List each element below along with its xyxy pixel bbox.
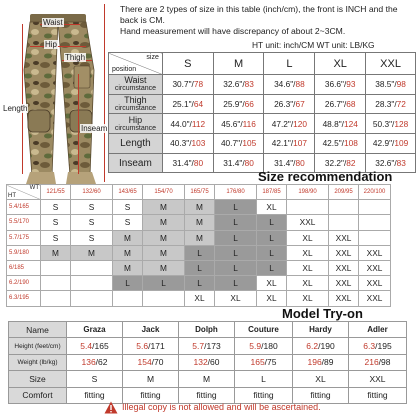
rec-cell: XXL [359, 291, 391, 306]
size-chart-row-thigh [109, 94, 416, 114]
size-cell: 31.4"/80 [162, 153, 213, 173]
size-cell: 31.4"/80 [264, 153, 315, 173]
size-cell: 42.9"/109 [366, 134, 416, 154]
height-feet: 5.9 [249, 341, 262, 352]
weight-header: 154/70 [143, 185, 185, 200]
rec-cell: M [113, 245, 143, 260]
try-on-name-row [9, 322, 407, 338]
copyright-text: Illegal copy is not allowed and will be ascertained. [122, 402, 321, 412]
rec-cell: L [215, 215, 257, 230]
row-header-inseam: Inseam [109, 153, 163, 173]
warning-icon [104, 401, 118, 414]
model-height: 5.7/173 [179, 338, 235, 354]
value-inch: 38.5 [375, 79, 392, 90]
size-recommendation-title: Size recommendation [258, 169, 393, 184]
height-header: 5.4/165 [7, 200, 41, 215]
row-sub: circumstance [114, 124, 157, 132]
corner-position-label: position [112, 66, 137, 73]
copyright-notice [104, 400, 321, 414]
weight-header: 143/65 [113, 185, 143, 200]
value-cm: 80 [244, 158, 254, 169]
rec-cell [71, 291, 113, 306]
rec-cell: M [143, 245, 185, 260]
try-on-weight-label: Weight (lb/kg) [9, 354, 67, 370]
model-name: Jack [123, 322, 179, 338]
rec-cell: XL [215, 291, 257, 306]
rec-cell: L [257, 260, 287, 275]
value-cm: 107 [293, 138, 308, 149]
rec-cell: L [215, 276, 257, 291]
try-on-name-label: Name [9, 322, 67, 338]
rec-cell: XL [287, 260, 329, 275]
rec-cell: XL [257, 200, 287, 215]
rec-cell: L [215, 200, 257, 215]
rec-cell: XXL [359, 245, 391, 260]
model-name: Adler [349, 322, 407, 338]
rec-cell: XXL [359, 276, 391, 291]
value-inch: 31.4 [223, 158, 240, 169]
rec-cell: XL [287, 230, 329, 245]
rec-cell: M [113, 230, 143, 245]
rec-cell [359, 215, 391, 230]
height-header: 5.9/180 [7, 245, 41, 260]
weight-header: 165/75 [185, 185, 215, 200]
try-on-height-row [9, 338, 407, 354]
rec-cell [71, 276, 113, 291]
size-col-header: L [264, 53, 315, 75]
model-weight: 132/60 [179, 354, 235, 370]
row-name: Thigh [124, 95, 147, 106]
rec-row [7, 291, 391, 306]
rec-cell [359, 230, 391, 245]
intro-text [120, 4, 412, 37]
value-inch: 47.2 [271, 118, 288, 129]
weight-kg: 62 [98, 357, 108, 368]
size-cell: 44.0"/112 [162, 114, 213, 134]
value-inch: 44.0 [170, 118, 187, 129]
weight-lb: 132 [193, 357, 208, 368]
rec-cell: XXL [359, 260, 391, 275]
value-cm: 66 [244, 99, 254, 110]
rec-cell: S [71, 230, 113, 245]
intro-line-1: There are 2 types of size in this table (inch/cm), the front is INCH and the back is CM. [120, 4, 398, 25]
rec-cell: M [143, 200, 185, 215]
value-cm: 80 [295, 158, 305, 169]
size-cell: 26.7"/68 [315, 94, 366, 114]
value-inch: 42.9 [372, 138, 390, 149]
try-on-size-label: Size [9, 371, 67, 387]
corner-ht-label: HT [8, 193, 16, 200]
weight-lb: 154 [137, 357, 152, 368]
rec-cell: M [185, 200, 215, 215]
value-inch: 26.7 [324, 99, 342, 110]
rec-cell: S [41, 230, 71, 245]
size-recommendation-table [6, 184, 391, 307]
model-size: S [67, 371, 123, 387]
rec-row [7, 276, 391, 291]
size-chart-row-length [109, 134, 416, 154]
value-cm: 83 [396, 158, 406, 169]
size-cell: 40.3"/103 [162, 134, 213, 154]
rec-cell: S [71, 200, 113, 215]
intro-line-2: Hand measurement will have discrepancy of about 2~3CM. [120, 26, 346, 36]
size-cell: 34.6"/88 [264, 75, 315, 95]
rec-cell: S [41, 215, 71, 230]
row-name: Hip [128, 114, 143, 125]
rec-cell: XXL [287, 215, 329, 230]
model-size: XXL [349, 371, 407, 387]
hip-label: Hip [45, 40, 58, 49]
height-header: 6/185 [7, 260, 41, 275]
value-inch: 40.3 [170, 138, 187, 149]
rec-cell: XXL [329, 230, 359, 245]
value-inch: 42.5 [322, 138, 339, 149]
value-inch: 32.2 [324, 158, 342, 169]
value-inch: 25.9 [223, 99, 240, 110]
value-cm: 128 [394, 118, 409, 129]
model-height: 5.4/165 [67, 338, 123, 354]
rec-cell: XL [287, 245, 329, 260]
rec-cell: L [257, 245, 287, 260]
size-chart-row-hip [109, 114, 416, 134]
value-inch: 32.6 [223, 79, 240, 90]
try-on-size-row [9, 371, 407, 387]
size-chart-header-row [109, 53, 416, 75]
rec-cell: S [41, 200, 71, 215]
rec-cell [329, 200, 359, 215]
height-header: 5.7/175 [7, 230, 41, 245]
value-cm: 83 [244, 79, 254, 90]
rec-cell: M [41, 245, 71, 260]
corner-size-label: size [146, 54, 159, 61]
rec-cell: L [257, 230, 287, 245]
rec-cell: S [113, 215, 143, 230]
value-cm: 120 [293, 118, 308, 129]
size-col-header: S [162, 53, 213, 75]
height-feet: 6.3 [363, 341, 376, 352]
value-cm: 112 [191, 118, 206, 129]
model-comfort: fitting [235, 387, 293, 403]
value-cm: 80 [193, 158, 204, 169]
value-cm: 124 [343, 118, 358, 129]
rec-cell [41, 291, 71, 306]
rec-cell: M [185, 215, 215, 230]
model-weight: 216/98 [349, 354, 407, 370]
rec-cell [71, 260, 113, 275]
rec-row [7, 200, 391, 215]
value-inch: 30.7 [172, 79, 189, 90]
weight-kg: 98 [381, 357, 391, 368]
try-on-weight-row [9, 354, 407, 370]
units-note: HT unit: inch/CM WT unit: LB/KG [252, 40, 375, 50]
model-comfort: fitting [349, 387, 407, 403]
corner-wt-label: WT [29, 185, 39, 191]
rec-cell: XXL [329, 245, 359, 260]
rec-cell: M [185, 230, 215, 245]
try-on-height-label: Height (feet/cm) [9, 338, 67, 354]
model-weight: 196/89 [293, 354, 349, 370]
rec-cell: XXL [329, 291, 359, 306]
value-cm: 116 [242, 118, 256, 129]
size-cell: 25.1"/64 [162, 94, 213, 114]
rec-cell: L [185, 276, 215, 291]
height-cm: 190 [320, 341, 335, 352]
value-inch: 31.4 [172, 158, 189, 169]
height-feet: 5.4 [80, 341, 93, 352]
height-feet: 5.6 [136, 341, 149, 352]
value-inch: 45.6 [221, 118, 238, 129]
value-cm: 78 [193, 79, 204, 90]
rec-cell: XL [287, 291, 329, 306]
model-size: L [235, 371, 293, 387]
weight-kg: 89 [324, 357, 334, 368]
rec-cell: L [215, 245, 257, 260]
model-comfort: fitting [293, 387, 349, 403]
weight-header: 220/100 [359, 185, 391, 200]
weight-header: 187/85 [257, 185, 287, 200]
model-try-on-table [8, 321, 407, 404]
rec-cell: XL [257, 291, 287, 306]
size-cell: 28.3"/72 [366, 94, 416, 114]
size-cell: 32.6"/83 [213, 75, 264, 95]
length-guide-line [22, 24, 23, 174]
weight-lb: 216 [364, 357, 379, 368]
inseam-label: Inseam [81, 124, 108, 133]
row-header-waist [109, 75, 163, 95]
model-name: Couture [235, 322, 293, 338]
rec-cell: L [257, 215, 287, 230]
row-sub: circumstance [114, 85, 157, 93]
rec-cell: L [215, 230, 257, 245]
rec-row [7, 260, 391, 275]
size-col-header: XXL [366, 53, 416, 75]
rec-row [7, 245, 391, 260]
height-cm: 165 [94, 341, 109, 352]
row-sub: circumstance [114, 105, 157, 113]
value-inch: 42.1 [271, 138, 288, 149]
model-comfort: fitting [67, 387, 123, 403]
rec-cell: XXL [329, 260, 359, 275]
value-cm: 88 [295, 79, 305, 90]
weight-header: 132/60 [71, 185, 113, 200]
weight-kg: 70 [154, 357, 164, 368]
rec-cell: M [71, 245, 113, 260]
model-weight: 154/70 [123, 354, 179, 370]
size-cell: 30.7"/78 [162, 75, 213, 95]
try-on-comfort-label: Comfort [9, 387, 67, 403]
model-height: 6.2/190 [293, 338, 349, 354]
size-cell: 31.4"/80 [213, 153, 264, 173]
value-inch: 48.8 [322, 118, 339, 129]
value-inch: 50.3 [372, 118, 390, 129]
model-height: 5.9/180 [235, 338, 293, 354]
length-label: Length [3, 104, 28, 113]
row-header-length: Length [109, 134, 163, 154]
height-header: 6.3/195 [7, 291, 41, 306]
value-cm: 68 [346, 99, 356, 110]
rec-corner [7, 185, 41, 200]
rec-header-row [7, 185, 391, 200]
value-inch: 26.3 [274, 99, 291, 110]
rec-cell: M [113, 260, 143, 275]
value-inch: 40.7 [220, 138, 238, 149]
value-cm: 82 [346, 158, 356, 169]
value-cm: 93 [346, 79, 356, 90]
rec-cell: XL [185, 291, 215, 306]
rec-cell [359, 200, 391, 215]
value-cm: 103 [191, 138, 206, 149]
value-inch: 25.1 [172, 99, 189, 110]
value-cm: 109 [394, 138, 409, 149]
row-header-hip [109, 114, 163, 134]
height-cm: 173 [206, 341, 221, 352]
size-chart-corner [109, 53, 163, 75]
value-inch: 28.3 [375, 99, 392, 110]
model-height: 5.6/171 [123, 338, 179, 354]
rec-cell [41, 260, 71, 275]
height-feet: 6.2 [306, 341, 319, 352]
size-cell: 42.5"/108 [315, 134, 366, 154]
waist-label: Waist [43, 18, 63, 27]
rec-cell: S [113, 200, 143, 215]
rec-cell: XL [257, 276, 287, 291]
weight-header: 209/95 [329, 185, 359, 200]
value-inch: 32.6 [375, 158, 392, 169]
size-chart-row-waist [109, 75, 416, 95]
model-comfort: fitting [179, 387, 235, 403]
rec-cell [113, 291, 143, 306]
weight-lb: 196 [307, 357, 322, 368]
model-name: Dolph [179, 322, 235, 338]
weight-header: 121/55 [41, 185, 71, 200]
size-cell: 32.6"/83 [366, 153, 416, 173]
rec-row [7, 215, 391, 230]
rec-cell: L [215, 260, 257, 275]
size-cell: 45.6"/116 [213, 114, 264, 134]
rec-cell [329, 215, 359, 230]
height-cm: 171 [150, 341, 165, 352]
model-weight: 165/75 [235, 354, 293, 370]
value-cm: 108 [343, 138, 358, 149]
size-col-header: XL [315, 53, 366, 75]
height-header: 6.2/190 [7, 276, 41, 291]
row-header-thigh [109, 94, 163, 114]
rec-cell: S [71, 215, 113, 230]
size-col-header: M [213, 53, 264, 75]
model-height: 6.3/195 [349, 338, 407, 354]
value-cm: 105 [242, 138, 257, 149]
model-weight: 136/62 [67, 354, 123, 370]
model-size: XL [293, 371, 349, 387]
model-size: M [123, 371, 179, 387]
value-cm: 72 [396, 99, 406, 110]
size-cell: 26.3"/67 [264, 94, 315, 114]
row-name: Waist [124, 75, 147, 86]
model-name: Hardy [293, 322, 349, 338]
weight-header: 198/90 [287, 185, 329, 200]
value-cm: 64 [193, 99, 204, 110]
rec-cell [41, 276, 71, 291]
rec-cell: L [113, 276, 143, 291]
size-cell: 40.7"/105 [213, 134, 264, 154]
model-name: Graza [67, 322, 123, 338]
weight-header: 176/80 [215, 185, 257, 200]
weight-kg: 75 [267, 357, 277, 368]
rec-cell: M [143, 215, 185, 230]
rec-cell: M [143, 230, 185, 245]
height-feet: 5.7 [192, 341, 205, 352]
size-chart-table [108, 52, 416, 173]
model-photo [0, 0, 112, 186]
weight-lb: 136 [81, 357, 96, 368]
photo-divider [104, 4, 105, 182]
size-cell: 47.2"/120 [264, 114, 315, 134]
height-cm: 180 [263, 341, 278, 352]
value-inch: 31.4 [274, 158, 291, 169]
rec-cell [287, 200, 329, 215]
weight-kg: 60 [210, 357, 220, 368]
model-comfort: fitting [123, 387, 179, 403]
height-cm: 195 [377, 341, 392, 352]
model-size: M [179, 371, 235, 387]
value-inch: 34.6 [274, 79, 291, 90]
camo-pants-illustration [0, 0, 112, 186]
thigh-label: Thigh [65, 53, 86, 62]
value-cm: 98 [396, 79, 406, 90]
size-cell: 36.6"/93 [315, 75, 366, 95]
size-cell: 50.3"/128 [366, 114, 416, 134]
value-cm: 67 [295, 99, 305, 110]
weight-lb: 165 [250, 357, 265, 368]
rec-cell: L [143, 276, 185, 291]
rec-cell [143, 291, 185, 306]
rec-cell: L [185, 260, 215, 275]
model-try-on-title: Model Try-on [282, 306, 363, 321]
size-cell: 48.8"/124 [315, 114, 366, 134]
size-cell: 32.2"/82 [315, 153, 366, 173]
rec-cell: XXL [329, 276, 359, 291]
inseam-guide-line [78, 74, 79, 174]
size-cell: 42.1"/107 [264, 134, 315, 154]
height-header: 5.5/170 [7, 215, 41, 230]
rec-cell: L [185, 245, 215, 260]
rec-cell: M [143, 260, 185, 275]
rec-row [7, 230, 391, 245]
rec-cell: XL [287, 276, 329, 291]
value-inch: 36.6 [324, 79, 342, 90]
size-cell: 38.5"/98 [366, 75, 416, 95]
size-cell: 25.9"/66 [213, 94, 264, 114]
